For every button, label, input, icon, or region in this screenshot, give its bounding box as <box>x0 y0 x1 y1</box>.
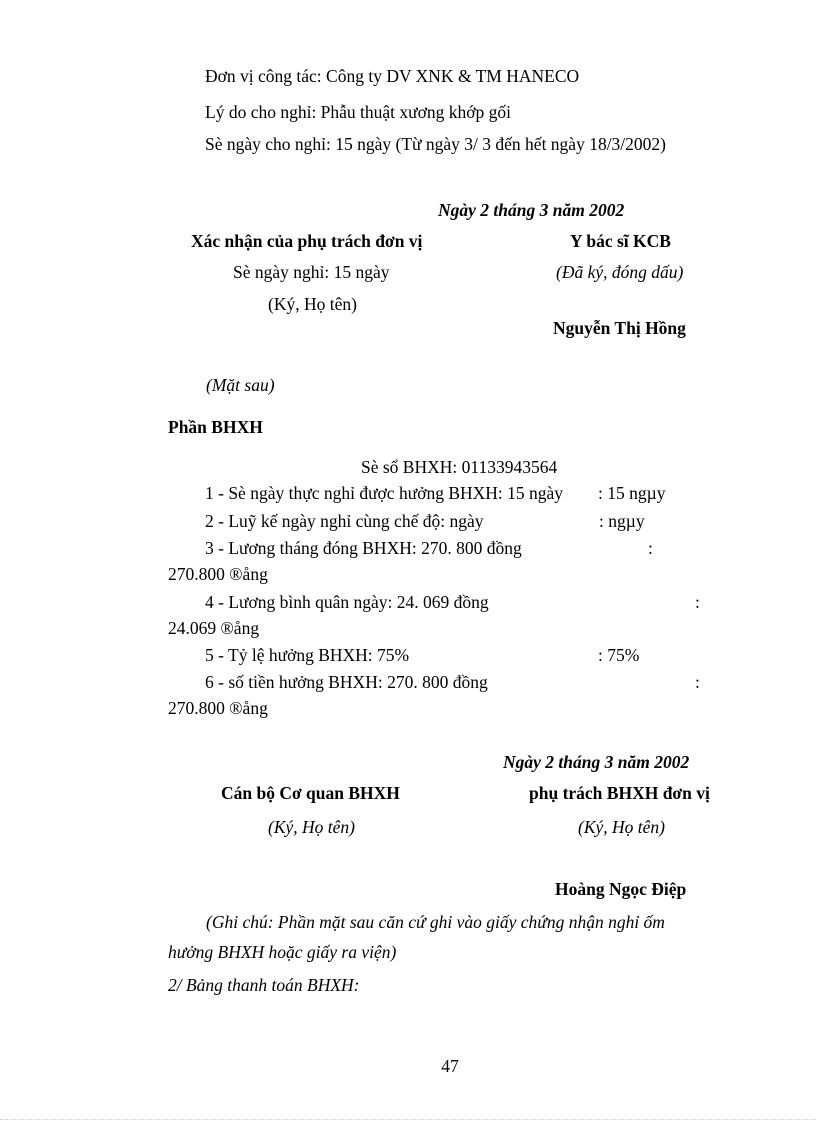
bhxh-item-1-value: : 15 ngµy <box>598 483 666 503</box>
back-side-label: (Mặt sau) <box>206 375 275 395</box>
bhxh-item-1: 1 - Sè ngày thực nghỉ được hưởng BHXH: 15 ngày <box>205 483 564 503</box>
doctor-signed-note: (Đã ký, đóng dấu) <box>556 262 684 282</box>
page-bottom-divider <box>0 1119 816 1120</box>
page-number: 47 <box>441 1056 459 1076</box>
leave-days-line: Sè ngày cho nghỉ: 15 ngày (Từ ngày 3/ 3 đến hết ngày 18/3/2002) <box>205 134 666 154</box>
doctor-name: Nguyễn Thị Hồng <box>553 318 686 338</box>
bhxh-item-6-value: 270.800 ®ång <box>168 698 268 718</box>
officer-sign-note: (Ký, Họ tên) <box>268 817 355 837</box>
note-line-1: (Ghi chú: Phần mặt sau căn cứ ghi vào giấy chứng nhận nghỉ ốm <box>206 912 665 932</box>
bhxh-item-5-value: : 75% <box>598 645 640 665</box>
bhxh-item-3-colon: : <box>648 538 653 558</box>
bhxh-officer-title: Cán bộ Cơ quan BHXH <box>221 783 400 803</box>
unit-sign-note: (Ký, Họ tên) <box>268 294 357 314</box>
bhxh-item-4-colon: : <box>695 592 700 612</box>
doctor-title: Y bác sĩ KCB <box>570 231 671 251</box>
leave-reason-line: Lý do cho nghỉ: Phẫu thuật xương khớp gối <box>205 102 512 122</box>
bhxh-item-3-value: 270.800 ®ång <box>168 564 268 584</box>
bhxh-item-6: 6 - số tiền hưởng BHXH: 270. 800 đồng <box>205 672 488 692</box>
bhxh-item-4-value: 24.069 ®ång <box>168 618 260 638</box>
manager-sign-note: (Ký, Họ tên) <box>578 817 665 837</box>
bhxh-book-number: Sè sổ BHXH: 01133943564 <box>361 457 558 477</box>
work-unit-line: Đơn vị công tác: Công ty DV XNK & TM HANECO <box>205 66 580 86</box>
date-line-1: Ngày 2 tháng 3 năm 2002 <box>438 200 625 220</box>
date-line-2: Ngày 2 tháng 3 năm 2002 <box>503 752 690 772</box>
unit-bhxh-manager-title: phụ trách BHXH đơn vị <box>529 783 710 803</box>
note-line-2: hưởng BHXH hoặc giấy ra viện) <box>168 942 397 962</box>
payment-table-heading: 2/ Bảng thanh toán BHXH: <box>168 975 360 995</box>
bhxh-item-2-value: : ngµy <box>599 511 645 531</box>
bhxh-item-5: 5 - Tỷ lệ hưởng BHXH: 75% <box>205 645 410 665</box>
unit-confirmation-title: Xác nhận của phụ trách đơn vị <box>191 231 423 251</box>
bhxh-item-6-colon: : <box>695 672 700 692</box>
bhxh-item-3: 3 - Lương tháng đóng BHXH: 270. 800 đồng <box>205 538 522 558</box>
bhxh-section-heading: Phần BHXH <box>168 417 263 437</box>
manager-name: Hoàng Ngọc Điệp <box>555 879 687 899</box>
confirmed-days: Sè ngày nghỉ: 15 ngày <box>233 262 390 282</box>
bhxh-item-2: 2 - Luỹ kế ngày nghỉ cùng chế độ: ngày <box>205 511 484 531</box>
bhxh-item-4: 4 - Lương bình quân ngày: 24. 069 đồng <box>205 592 489 612</box>
